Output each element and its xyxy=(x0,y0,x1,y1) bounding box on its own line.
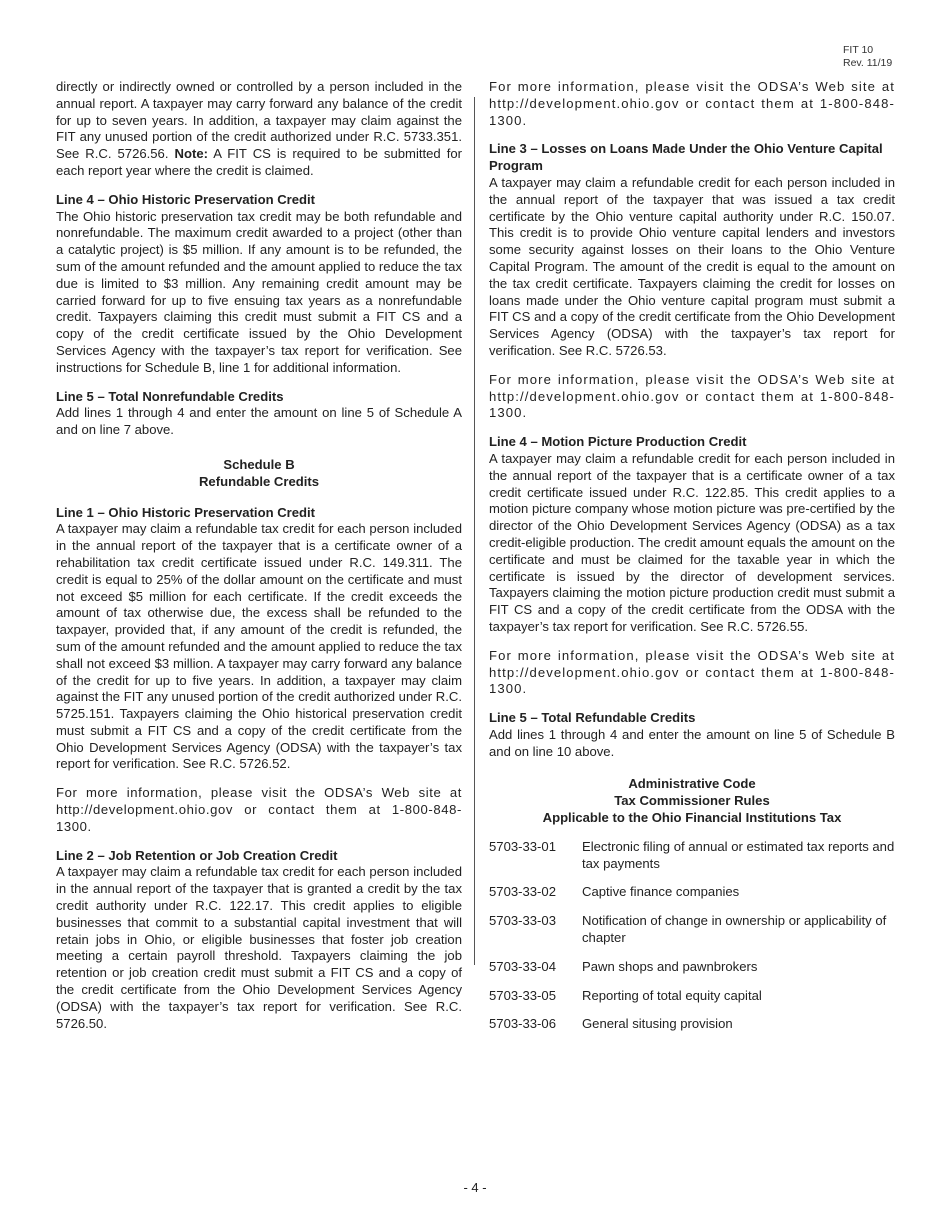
rule-item xyxy=(489,839,895,873)
rule-description: Notification of change in ownership or applicability of chapter xyxy=(582,913,887,946)
rule-description: Captive finance companies xyxy=(582,884,740,900)
note-label: Note: xyxy=(174,146,208,162)
odsa-info: For more information, please visit the ODSA’s Web site at http://development.ohio.gov or contact them at 1-800-848-1300. xyxy=(489,79,895,128)
rule-code: 5703-33-01 xyxy=(489,838,556,854)
rule-description: Electronic filing of annual or estimated tax reports and tax payments xyxy=(582,838,895,871)
rule-item xyxy=(489,913,895,947)
rule-item xyxy=(489,959,895,976)
rule-code: 5703-33-02 xyxy=(489,884,556,900)
carryover-paragraph: directly or indirectly owned or controlled by a person included in the annual report. A taxpayer may carry forward any balance of the credit for up to seven years. In addition, a taxpayer may claim against the FIT any unused portion of the credit authorized under R.C. 5733.351. See R.C. 5726.56. Note: A FIT CS is required to be submitted for each report year where the credit is claimed. xyxy=(56,79,462,178)
b-line3-heading: Line 3 – Losses on Loans Made Under the Ohio Venture Capital Program xyxy=(489,141,883,174)
b-line4-heading: Line 4 – Motion Picture Production Credit xyxy=(489,434,747,450)
rule-code: 5703-33-04 xyxy=(489,958,556,974)
rule-item xyxy=(489,884,895,901)
form-revision: Rev. 11/19 xyxy=(843,57,893,69)
rule-code: 5703-33-03 xyxy=(489,913,556,929)
b-line3-body: A taxpayer may claim a refundable credit for each person included in the annual report of the taxpayer that was issued a tax credit certificate by the Ohio venture capital authority under R.C. 150.07. This credit is to provide Ohio venture capital lenders and investors some security against losses on their loans to the Ohio Venture Capital Program. The amount of the credit is equal to the amount on the tax credit certificate. Taxpayers claiming the credit for losses on loans made under the Ohio venture capital program must submit a FIT CS and a copy of the credit certificate from the Ohio Development Services Agency (ODSA) with the taxpayer’s tax report for verification. See R.C. 5726.53. xyxy=(489,174,895,358)
line5-body: Add lines 1 through 4 and enter the amount on line 5 of Schedule A and on line 7 above. xyxy=(56,405,462,438)
form-number: FIT 10 xyxy=(843,44,874,56)
admin-code-title: Administrative Code xyxy=(628,776,756,792)
b-line4-body: A taxpayer may claim a refundable credit for each person included in the annual report of the taxpayer that is a certificate owner of a tax credit certificate issued under R.C. 122.85. This credit applies to a motion picture company whose motion picture was pre-certified by the director of the Ohio Development Services Agency (ODSA) as a tax credit-eligible production. The credit amount equals the amount on the certificate and must be claimed for the taxable year in which the certificate is issued by the director of development services. Taxpayers claiming the motion picture production credit must submit a FIT CS and a copy of the credit certificate from the ODSA with the taxpayer’s tax report for verification. See R.C. 5726.55. xyxy=(489,450,895,634)
rule-code: 5703-33-06 xyxy=(489,1016,556,1032)
odsa-info: For more information, please visit the ODSA’s Web site at http://development.ohio.gov or contact them at 1-800-848-1300. xyxy=(56,785,462,834)
column-divider xyxy=(474,97,475,965)
odsa-info: For more information, please visit the ODSA’s Web site at http://development.ohio.gov or contact them at 1-800-848-1300. xyxy=(489,647,895,697)
b-line5-body: Add lines 1 through 4 and enter the amount on line 5 of Schedule B and on line 10 above. xyxy=(489,726,895,759)
rules-list xyxy=(489,839,895,1033)
b-line2-heading: Line 2 – Job Retention or Job Creation Credit xyxy=(56,847,338,863)
rule-item xyxy=(489,1016,895,1033)
line4-heading: Line 4 – Ohio Historic Preservation Credit xyxy=(56,191,316,207)
admin-code-applicability: Applicable to the Ohio Financial Institutions Tax xyxy=(542,810,842,826)
b-line1-heading: Line 1 – Ohio Historic Preservation Credit xyxy=(56,504,316,520)
odsa-info: For more information, please visit the ODSA’s Web site at http://development.ohio.gov or contact them at 1-800-848-1300. xyxy=(489,371,895,421)
line4-body: The Ohio historic preservation tax credit may be both refundable and nonrefundable. The maximum credit awarded to a project (other than a catalytic project) is $5 million. If any amount is to be refunded, the sum of the amount refunded and the amount applied to reduce the tax due is limited to $3 million. Any remaining credit amount may be carried forward for up to five ensuing tax years as a nonrefundable credit. Taxpayers claiming this credit must submit a FIT CS and a copy of the credit certificate issued by the Ohio Development Services Agency with the taxpayer’s tax report for verification. See instructions for Schedule B, line 1 for additional information. xyxy=(56,208,462,375)
line5-heading: Line 5 – Total Nonrefundable Credits xyxy=(56,388,284,404)
rule-code: 5703-33-05 xyxy=(489,987,556,1003)
b-line2-body: A taxpayer may claim a refundable tax credit for each person included in the annual report of the taxpayer that is granted a credit by the tax credit authority under R.C. 122.17. This credit applies to eligible businesses that commit to a substantial capital investment that will retain jobs in Ohio, or eligible businesses that foster job creation meeting a certain payroll threshold. Taxpayers claiming the job retention or job creation credit must submit a FIT CS and a copy of the credit certificate from the Ohio Development Services Agency (ODSA) with the taxpayer’s tax report for verification. See R.C. 5726.50. xyxy=(56,864,462,1031)
schedule-b-title: Schedule B xyxy=(223,456,295,472)
admin-code-subtitle: Tax Commissioner Rules xyxy=(614,793,770,809)
rule-description: Pawn shops and pawnbrokers xyxy=(582,958,758,974)
b-line1-body: A taxpayer may claim a refundable tax credit for each person included in the annual report of the taxpayer that is a certificate owner of a rehabilitation tax credit certificate issued under R.C. 149.311. The credit is equal to 25% of the dollar amount on the certificate and must not exceed $5 million for each certificate. If the credit exceeds the amount of tax otherwise due, the excess shall be refunded to the taxpayer, provided that, if any amount of the credit is refunded, the sum of the amount refunded and the amount applied to reduce the tax shall not exceed $3 million. A taxpayer may carry forward any balance of the credit for up to five years. In addition, a taxpayer may claim against the FIT any unused portion of the credit authorized under R.C. 5725.151. Taxpayers claiming the Ohio historical preservation credit must submit a FIT CS and a copy of the credit certificate from the Ohio Development Services Agency (ODSA) with the taxpayer’s tax report for verification. See R.C. 5726.52. xyxy=(56,521,462,772)
rule-description: General situsing provision xyxy=(582,1016,733,1032)
rule-item xyxy=(489,988,895,1005)
right-column xyxy=(489,79,895,1045)
b-line5-heading: Line 5 – Total Refundable Credits xyxy=(489,710,696,726)
schedule-b-subtitle: Refundable Credits xyxy=(198,473,320,489)
form-header xyxy=(843,44,892,70)
left-column xyxy=(56,79,462,1032)
rule-description: Reporting of total equity capital xyxy=(582,987,762,1003)
page-number: - 4 - xyxy=(463,1180,487,1195)
